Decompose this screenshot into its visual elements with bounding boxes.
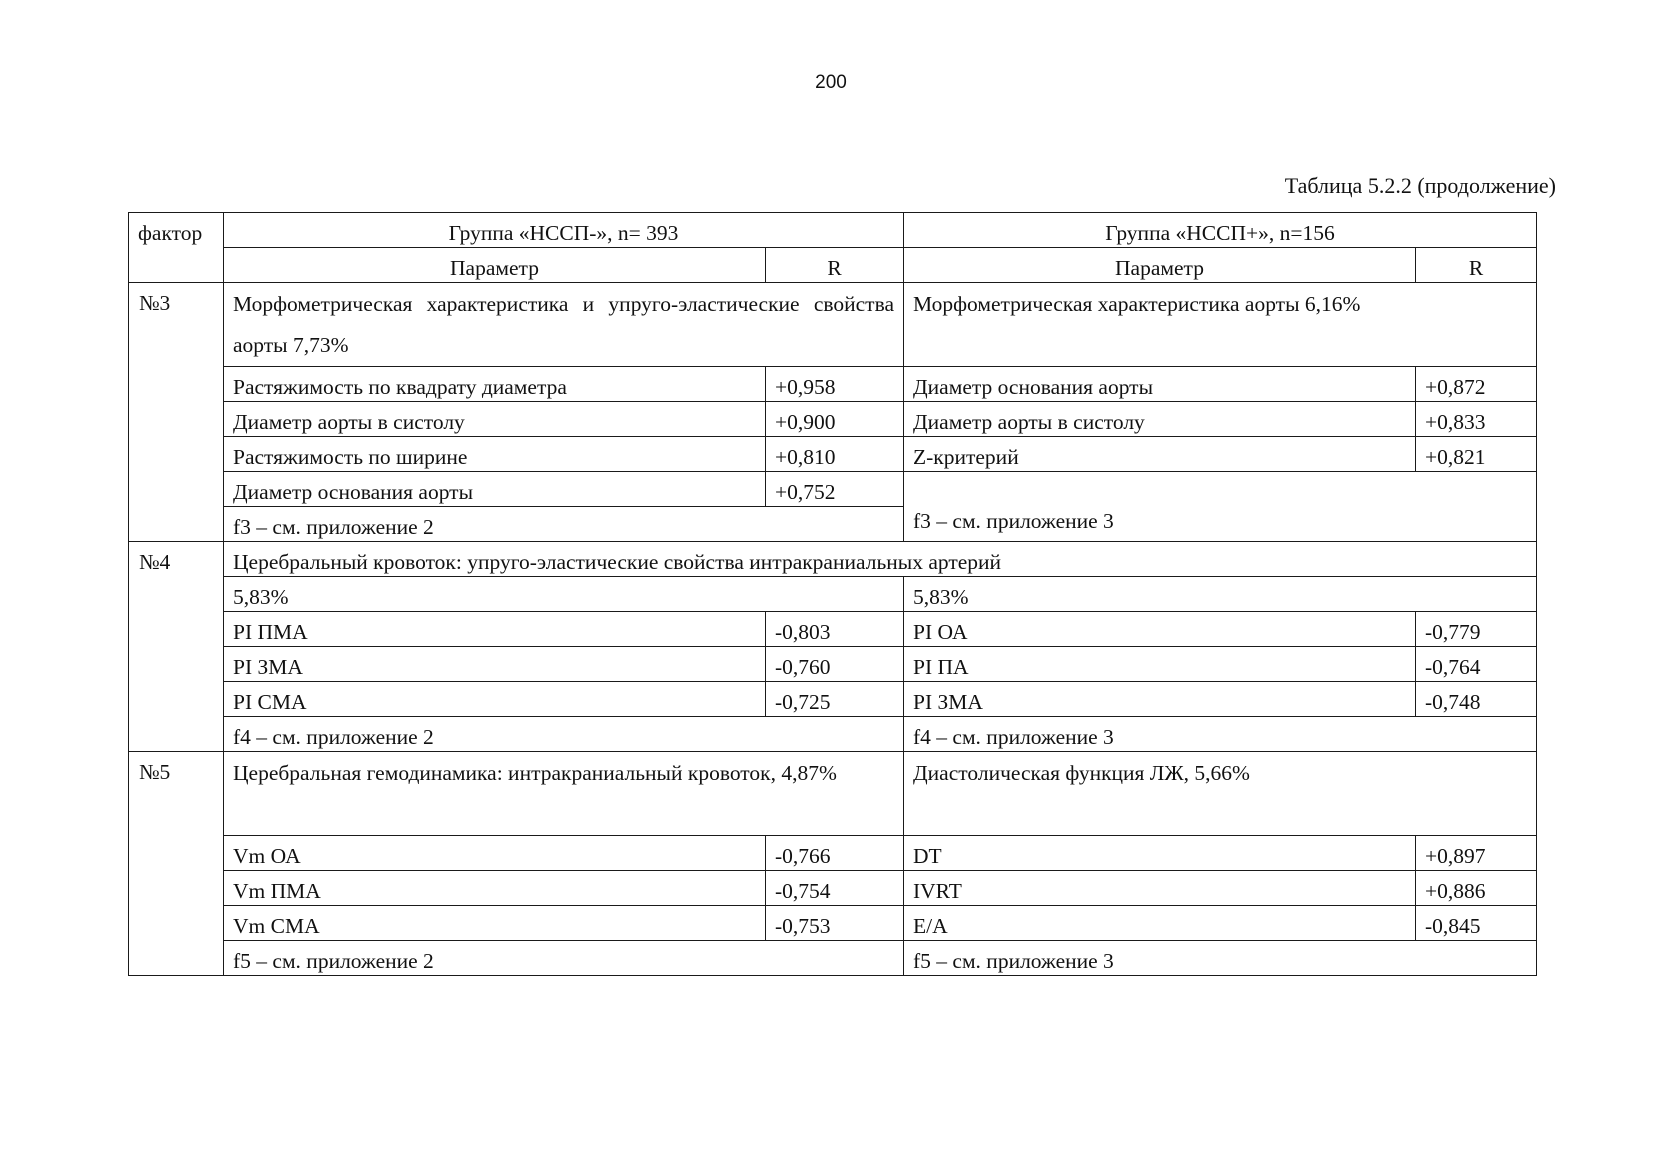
param-cell: Z-критерий [904, 437, 1416, 472]
param-cell: Диаметр аорты в систолу [904, 402, 1416, 437]
correlation-table [128, 212, 1537, 976]
param-cell: Растяжимость по ширине [224, 437, 766, 472]
r-cell: -0,845 [1416, 906, 1537, 941]
r-cell: +0,810 [766, 437, 904, 472]
r-cell: -0,753 [766, 906, 904, 941]
r-cell: -0,764 [1416, 647, 1537, 682]
r-cell: -0,766 [766, 836, 904, 871]
header-row-columns [129, 248, 1537, 283]
r-cell: +0,752 [766, 472, 904, 507]
table-row [129, 682, 1537, 717]
table-row [129, 941, 1537, 976]
r-cell: -0,725 [766, 682, 904, 717]
table-row [129, 612, 1537, 647]
param-cell: Растяжимость по квадрату диаметра [224, 367, 766, 402]
param-header-left: Параметр [224, 248, 766, 283]
note-left: f4 – см. приложение 2 [224, 717, 904, 752]
param-header-right: Параметр [904, 248, 1416, 283]
r-cell: +0,897 [1416, 836, 1537, 871]
table-row [129, 906, 1537, 941]
table-row [129, 437, 1537, 472]
r-cell: -0,754 [766, 871, 904, 906]
param-cell: Диаметр основания аорты [904, 367, 1416, 402]
param-cell: PI СМА [224, 682, 766, 717]
note-left: f5 – см. приложение 2 [224, 941, 904, 976]
percent-left: 5,83% [224, 577, 904, 612]
table-row [129, 836, 1537, 871]
param-cell: PI ЗМА [224, 647, 766, 682]
r-cell: +0,821 [1416, 437, 1537, 472]
param-cell: Vm ПМА [224, 871, 766, 906]
r-cell: +0,833 [1416, 402, 1537, 437]
r-cell: -0,748 [1416, 682, 1537, 717]
param-cell: E/A [904, 906, 1416, 941]
table-row [129, 542, 1537, 577]
note-left: f3 – см. приложение 2 [224, 507, 904, 542]
factor-title-right: Морфометрическая характеристика аорты 6,16% [904, 283, 1537, 367]
r-cell: -0,803 [766, 612, 904, 647]
factor-title-left: Морфометрическая характеристика и упруго-эластические свойства аорты 7,73% [224, 283, 904, 367]
table-row [129, 647, 1537, 682]
factor-header: фактор [129, 213, 224, 283]
table-row [129, 577, 1537, 612]
page-number: 200 [815, 72, 847, 93]
factor-title-left: Церебральная гемодинамика: интракраниальный кровоток, 4,87% [224, 752, 904, 836]
param-cell: Диаметр аорты в систолу [224, 402, 766, 437]
factor-id: №3 [129, 283, 224, 542]
factor-title-shared: Церебральный кровоток: упруго-эластические свойства интракраниальных артерий [224, 542, 1537, 577]
param-cell: DT [904, 836, 1416, 871]
param-cell: PI ОА [904, 612, 1416, 647]
param-cell: Vm ОА [224, 836, 766, 871]
r-cell: +0,872 [1416, 367, 1537, 402]
table-caption: Таблица 5.2.2 (продолжение) [1284, 173, 1556, 198]
table-row [129, 752, 1537, 836]
group-right-header: Группа «НССП+», n=156 [904, 213, 1537, 248]
r-header-left: R [766, 248, 904, 283]
param-cell: Диаметр основания аорты [224, 472, 766, 507]
header-row-groups [129, 213, 1537, 248]
table-row [129, 717, 1537, 752]
param-cell: Vm СМА [224, 906, 766, 941]
table-row [129, 472, 1537, 507]
group-left-header: Группа «НССП-», n= 393 [224, 213, 904, 248]
table-row [129, 367, 1537, 402]
r-cell: +0,886 [1416, 871, 1537, 906]
param-cell: PI ПА [904, 647, 1416, 682]
note-right: f3 – см. приложение 3 [904, 472, 1537, 542]
param-cell: PI ПМА [224, 612, 766, 647]
factor-id: №4 [129, 542, 224, 752]
table-row [129, 402, 1537, 437]
factor-id: №5 [129, 752, 224, 976]
table-row [129, 871, 1537, 906]
table-row [129, 283, 1537, 367]
r-cell: +0,900 [766, 402, 904, 437]
param-cell: IVRT [904, 871, 1416, 906]
r-cell: -0,760 [766, 647, 904, 682]
note-right: f5 – см. приложение 3 [904, 941, 1537, 976]
percent-right: 5,83% [904, 577, 1537, 612]
r-header-right: R [1416, 248, 1537, 283]
r-cell: -0,779 [1416, 612, 1537, 647]
factor-title-right: Диастолическая функция ЛЖ, 5,66% [904, 752, 1537, 836]
r-cell: +0,958 [766, 367, 904, 402]
param-cell: PI ЗМА [904, 682, 1416, 717]
note-right: f4 – см. приложение 3 [904, 717, 1537, 752]
